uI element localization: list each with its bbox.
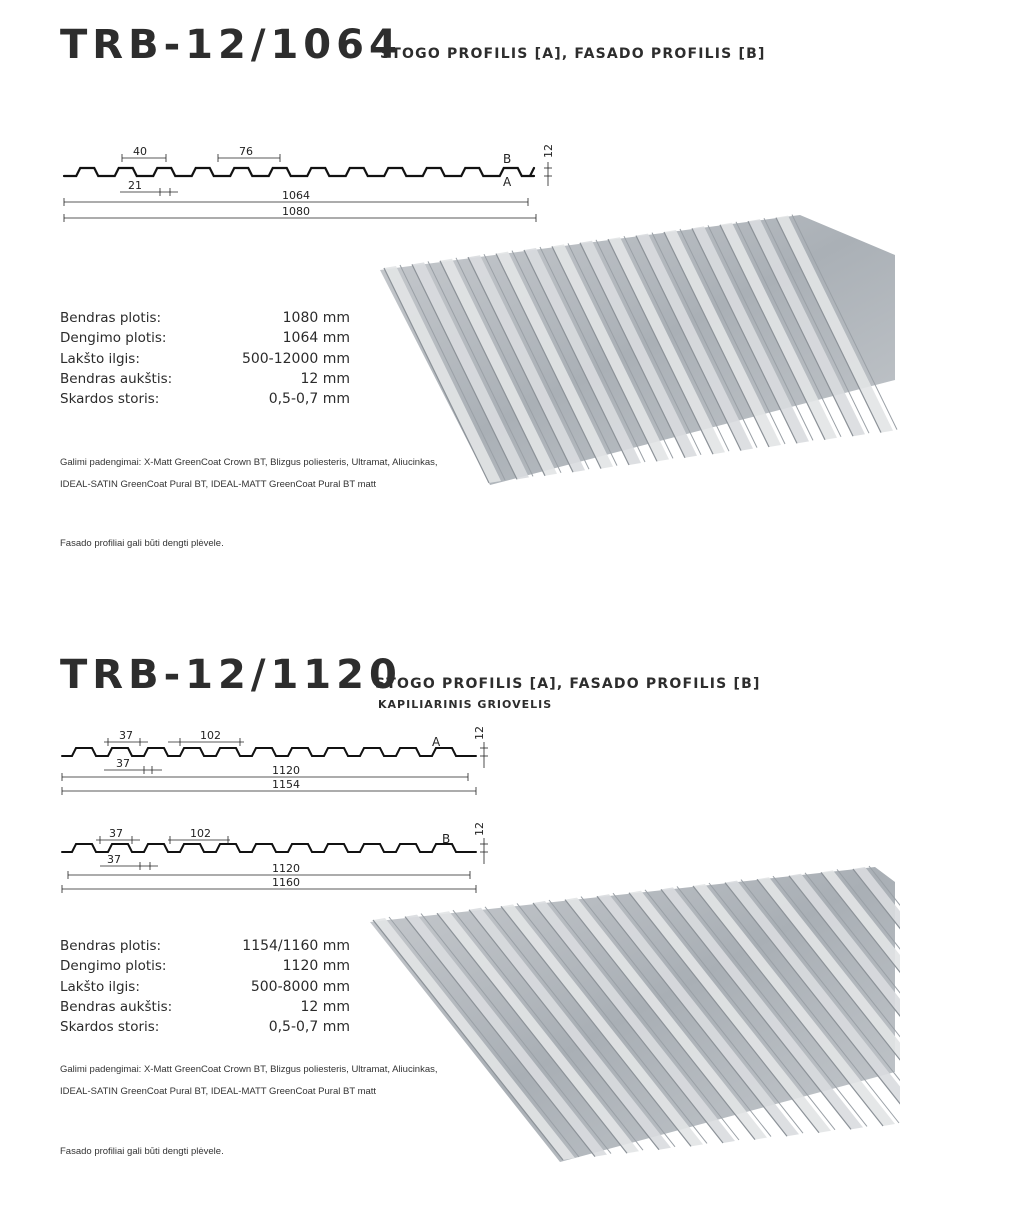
spec-row: Dengimo plotis: 1120 mm [60, 958, 350, 975]
dim-top-mid-label: 102 [190, 827, 211, 840]
side-b-label: B [442, 832, 451, 846]
spec-table [60, 310, 350, 411]
product-subtitle: STOGO PROFILIS [A], FASADO PROFILIS [B] [380, 46, 766, 62]
product-title: TRB-12/1120 [60, 652, 402, 698]
spec-table [60, 938, 350, 1039]
cover-width-label: 1120 [272, 764, 300, 777]
height-label: 12 [473, 822, 486, 836]
coatings-note: Galimi padengimai: X-Matt GreenCoat Crown BT, Blizgus poliesteris, Ultramat, Aliucinkas, IDEAL-SATIN GreenCoat Pural BT, IDEAL-MATT GreenCoat Pural BT matt [60, 1064, 438, 1097]
dim-top-left-label: 37 [119, 729, 133, 742]
total-width-label: 1154 [272, 778, 300, 791]
dim-top-left-label: 37 [109, 827, 123, 840]
sheet-illustration [370, 210, 900, 500]
spec-row: Skardos storis: 0,5-0,7 mm [60, 391, 350, 408]
product-subtitle: STOGO PROFILIS [A], FASADO PROFILIS [B] [375, 676, 761, 692]
dim-top-left-label: 40 [133, 145, 147, 158]
profile-diagram-a [0, 720, 500, 795]
sheet-illustration [365, 862, 900, 1172]
product-title: TRB-12/1064 [60, 22, 402, 68]
side-b-label: B [503, 152, 512, 166]
spec-row: Bendras plotis: 1080 mm [60, 310, 350, 326]
film-note: Fasado profiliai gali būti dengti plėvele. [60, 1146, 224, 1157]
height-label: 12 [473, 726, 486, 740]
product-section-trb-12-1120 [0, 640, 1024, 1210]
spec-row: Lakšto ilgis: 500-12000 mm [60, 350, 350, 367]
dim-top-mid-label: 102 [200, 729, 221, 742]
dim-bottom-left-label: 37 [107, 853, 121, 866]
product-subtitle-secondary: KAPILIARINIS GRIOVELIS [378, 698, 553, 711]
dim-bottom-left-label: 37 [116, 757, 130, 770]
height-label: 12 [542, 144, 555, 158]
spec-row: Bendras aukštis: 12 mm [60, 370, 350, 387]
spec-row: Bendras plotis: 1154/1160 mm [60, 938, 350, 954]
coatings-note: Galimi padengimai: X-Matt GreenCoat Crown BT, Blizgus poliesteris, Ultramat, Aliucinkas, IDEAL-SATIN GreenCoat Pural BT, IDEAL-MATT GreenCoat Pural BT matt [60, 457, 438, 490]
spec-row: Bendras aukštis: 12 mm [60, 998, 350, 1015]
product-section-trb-12-1064 [0, 0, 1024, 600]
spec-row: Dengimo plotis: 1064 mm [60, 330, 350, 347]
spec-row: Lakšto ilgis: 500-8000 mm [60, 978, 350, 995]
dim-top-mid-label: 76 [239, 145, 253, 158]
dim-bottom-left-label: 21 [128, 179, 142, 192]
cover-width-label: 1120 [272, 862, 300, 875]
side-a-label: A [432, 735, 441, 749]
total-width-label: 1080 [282, 205, 310, 218]
film-note: Fasado profiliai gali būti dengti plėvele. [60, 538, 224, 549]
side-a-label: A [503, 175, 512, 189]
spec-row: Skardos storis: 0,5-0,7 mm [60, 1019, 350, 1036]
cover-width-label: 1064 [282, 189, 310, 202]
total-width-label: 1160 [272, 876, 300, 889]
